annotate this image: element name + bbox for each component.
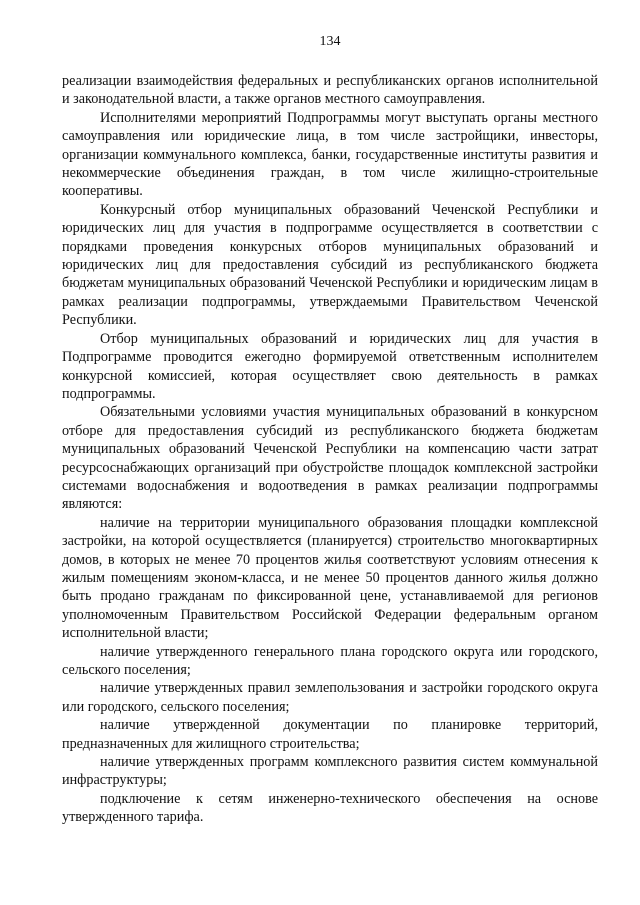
- document-page: [62, 34, 598, 827]
- page-number: 134: [319, 34, 341, 49]
- condition-item: подключение к сетям инженерно-технического обеспечения на основе утвержденного тарифа.: [62, 790, 598, 826]
- paragraph-mandatory-conditions: Обязательными условиями участия муниципальных образований в конкурсном отборе для предоставления субсидий из республиканского бюджета бюджетам муниципальных образований Чеченской Республики на компенсацию части затрат ресурсоснабжающих организаций при обустройстве площадок комплексной застройки системами водоснабжения и водоотведения в рамках реализации подпрограммы являются:: [62, 404, 598, 513]
- paragraph-annual-selection: Отбор муниципальных образований и юридических лиц для участия в Подпрограмме проводится ежегодно формируемой ответственным исполнителем конкурсной комиссией, которая осуществляет свою деятельность в рамках подпрограммы.: [62, 330, 598, 402]
- paragraph-continuation: реализации взаимодействия федеральных и республиканских органов исполнительной и законодательной власти, а также органов местного самоуправления.: [62, 73, 598, 108]
- condition-item: наличие утвержденных правил землепользования и застройки городского округа или городского, сельского поселения;: [62, 680, 598, 715]
- condition-item: наличие утвержденного генерального плана городского округа или городского, сельского поселения;: [62, 643, 598, 678]
- condition-item: наличие утвержденной документации по планировке территорий, предназначенных для жилищного строительства;: [62, 717, 598, 752]
- paragraph-executors: Исполнителями мероприятий Подпрограммы могут выступать органы местного самоуправления или юридические лица, в том числе застройщики, инвесторы, организации коммунального комплекса, банки, государственные институты развития и некоммерческие объединения граждан, в том числе жилищно-строительные кооперативы.: [62, 109, 598, 200]
- condition-item: наличие утвержденных программ комплексного развития систем коммунальной инфраструктуры;: [62, 754, 598, 789]
- condition-item: наличие на территории муниципального образования площадки комплексной застройки, на которой осуществляется (планируется) строительство многоквартирных домов, в которых не менее 70 процентов жилья соответствуют условиям отнесения к жилым помещениям эконом-класса, и не менее 50 процентов данного жилья должно быть продано гражданам по фиксированной цене, устанавливаемой для регионов уполномоченным Правительством Российской Федерации федеральным органом исполнительной власти;: [62, 514, 598, 642]
- paragraph-competitive-selection: Конкурсный отбор муниципальных образований Чеченской Республики и юридических лиц для участия в подпрограмме осуществляется в соответствии с порядками проведения конкурсных отборов муниципальных образований и юридических лиц для предоставления субсидий из республиканского бюджета бюджетам муниципальных образований Чеченской Республики и юридическим лицам в рамках реализации подпрограммы, утверждаемыми Правительством Чеченской Республики.: [62, 201, 598, 329]
